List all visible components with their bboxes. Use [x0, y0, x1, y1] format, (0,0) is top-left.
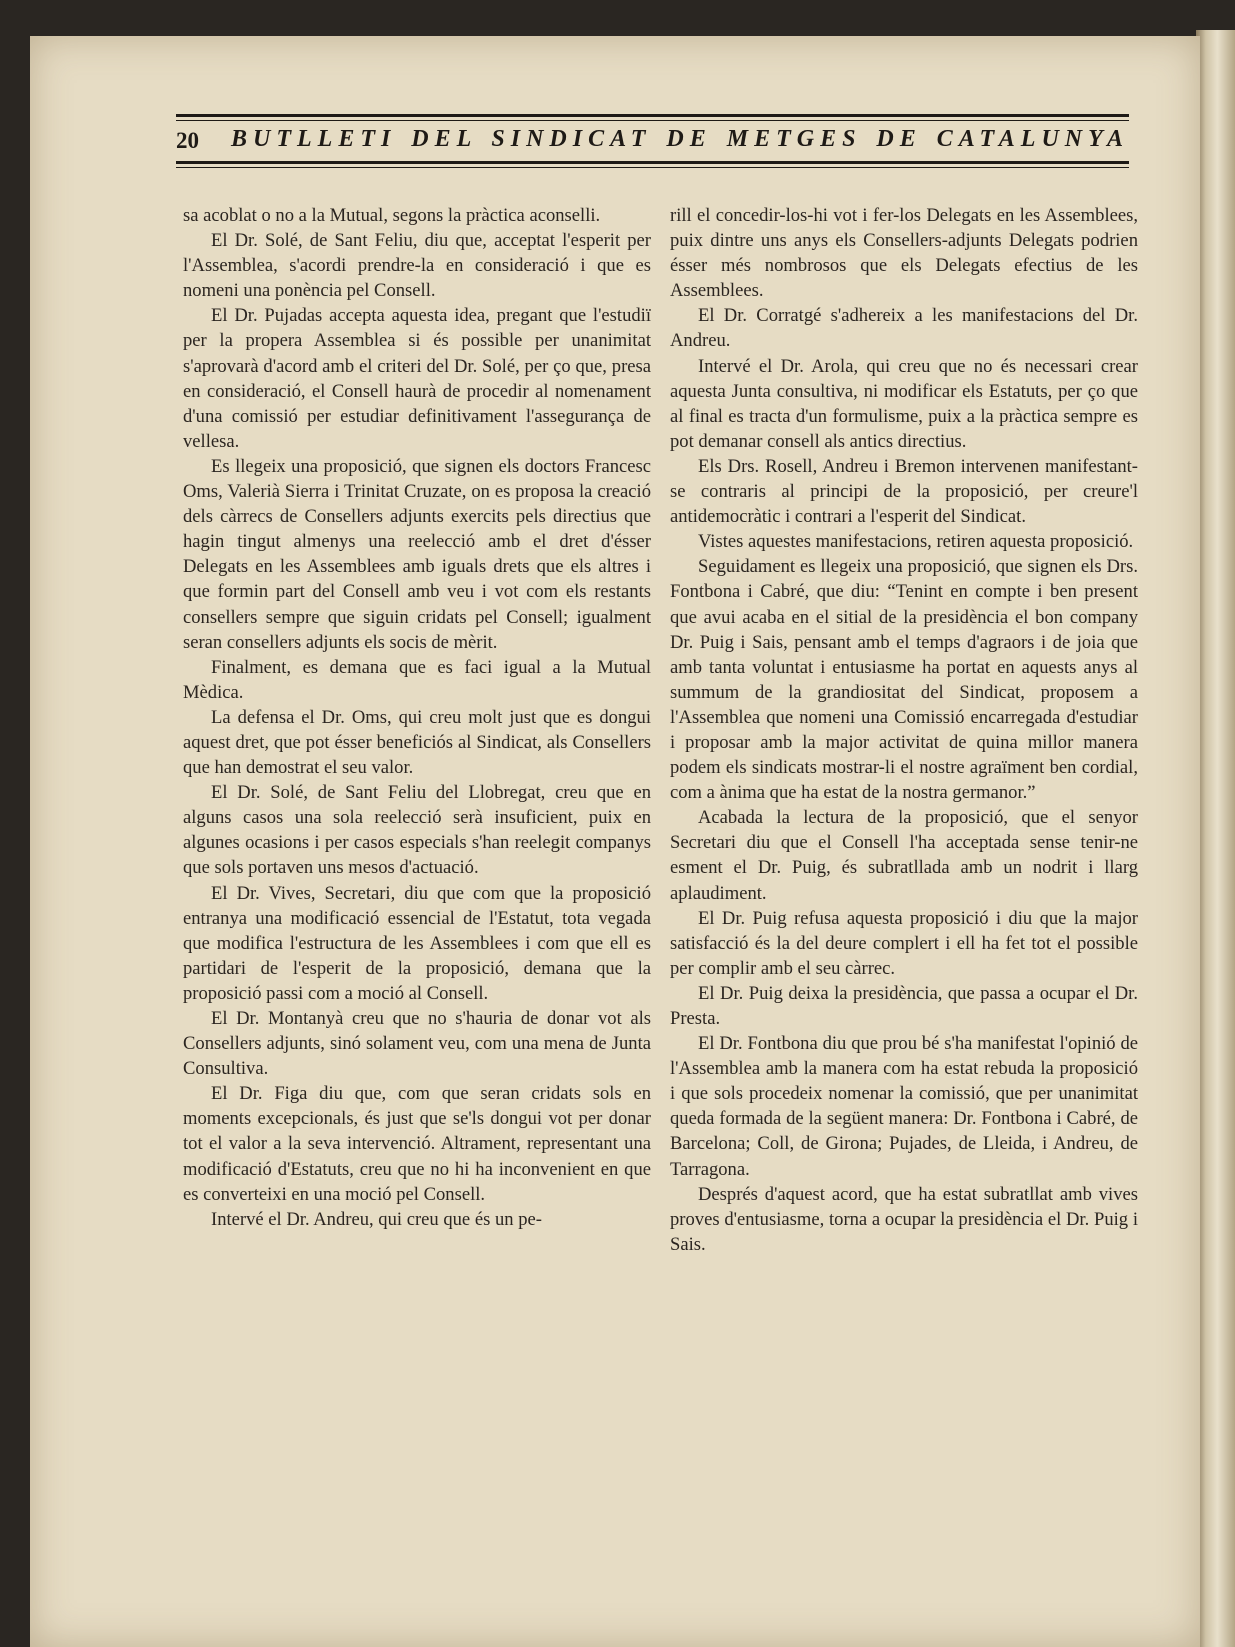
- paragraph: Intervé el Dr. Arola, qui creu que no és necessari crear aquesta Junta consultiva, ni modificar els Estatuts, per ço que al final es tracta d'un formulisme, puix a la pràctica sempre es pot demanar consell als antics directius.: [670, 355, 1138, 452]
- paragraph: Finalment, es demana que es faci igual a la Mutual Mèdica.: [183, 656, 651, 703]
- paragraph: Vistes aquestes manifestacions, retiren aquesta proposició.: [698, 531, 1134, 553]
- paragraph: Seguidament es llegeix una proposició, que signen els Drs. Fontbona i Cabré, que diu: “Tenint en compte i ben present que avui acaba en el sitial de la presidència el bon company Dr. Puig i Sais, pensant amb el temps d'agraors i de joia que amb tanta voluntat i entusiasme ha portat en aquests anys al summum de la grandiositat del Sindicat, proposem a l'Assemblea que nomeni una Comissió encarregada d'estudiar i proposar amb la major activitat de quina millor manera podem els sindicats mostrar-li el nostre agraïment ben cordial, com a ànima que ha estat de la nostra germanor.”: [670, 556, 1138, 804]
- paragraph: El Dr. Puig refusa aquesta proposició i diu que la major satisfacció és la del deure complert i ell ha fet tot el possible per complir amb el seu càrrec.: [670, 907, 1138, 979]
- paragraph: sa acoblat o no a la Mutual, segons la pràctica aconselli.: [183, 205, 601, 226]
- paragraph: Acabada la lectura de la proposició, que el senyor Secretari diu que el Consell l'ha acceptada sense tenir-ne esment el Dr. Puig, és subratllada amb un nodrit i llarg aplaudiment.: [670, 807, 1138, 904]
- paragraph: El Dr. Fontbona diu que prou bé s'ha manifestat l'opinió de l'Assemblea amb la manera com ha estat rebuda la proposició i que sols procedeix nomenar la comissió, que per unanimitat queda formada de la següent manera: Dr. Fontbona i Cabré, de Barcelona; Coll, de Girona; Pujades, de Lleida, i Andreu, de Tarragona.: [670, 1033, 1138, 1180]
- page-edge: [1196, 30, 1235, 1647]
- paragraph: Els Drs. Rosell, Andreu i Bremon intervenen manifestant-se contraris al principi de la proposició, per creure'l antidemocràtic i contrari a l'esperit del Sindicat.: [670, 455, 1138, 528]
- header-rule-top-thin: [176, 120, 1129, 121]
- paragraph: El Dr. Figa diu que, com que seran cridats sols en moments excepcionals, és just que se'ls dongui vot per donar tot el valor a la seva intervenció. Altrament, representant una modificació d'Estatuts, creu que no hi ha inconvenient en que es converteixi en una moció pel Consell.: [183, 1083, 651, 1205]
- paragraph: El Dr. Montanyà creu que no s'hauria de donar vot als Consellers adjunts, sinó solament veu, com una mena de Junta Consultiva.: [183, 1008, 651, 1080]
- left-column: [183, 203, 651, 1232]
- paragraph: Intervé el Dr. Andreu, qui creu que és un pe-: [211, 1208, 542, 1230]
- paragraph: La defensa el Dr. Oms, qui creu molt just que es dongui aquest dret, que pot ésser beneficiós al Sindicat, als Consellers que han demostrat el seu valor.: [183, 706, 651, 779]
- header-rule-bottom: [176, 161, 1129, 164]
- header-rule-top: [176, 114, 1129, 117]
- page-header: [176, 114, 1129, 174]
- paragraph: El Dr. Corratgé s'adhereix a les manifestacions del Dr. Andreu.: [670, 305, 1138, 352]
- paragraph: El Dr. Vives, Secretari, diu que com que la proposició entranya una modificació essencial de l'Estatut, tota vegada que modifica l'estructura de les Assemblees i com que ell es partidari de l'esperit de la proposició, demana que la proposició passi com a moció al Consell.: [183, 882, 651, 1004]
- header-rule-bottom-thin: [176, 167, 1129, 168]
- paragraph: El Dr. Puig deixa la presidència, que passa a ocupar el Dr. Presta.: [670, 982, 1138, 1029]
- paragraph: El Dr. Solé, de Sant Feliu del Llobregat, creu que en alguns casos una sola reelecció serà insuficient, puix en algunes ocasions i per casos especials s'han reelegit companys que sols portaven uns mesos d'actuació.: [183, 782, 651, 879]
- paragraph: rill el concedir-los-hi vot i fer-los Delegats en les Assemblees, puix dintre uns anys els Consellers-adjunts Delegats podrien ésser més nombrosos que els Delegats efectius de les Assemblees.: [670, 205, 1138, 302]
- paragraph: Es llegeix una proposició, que signen els doctors Francesc Oms, Valerià Sierra i Trinitat Cruzate, on es proposa la creació dels càrrecs de Consellers adjunts exercits pels directius que hagin tingut almenys una reelecció amb el dret d'ésser Delegats en les Assemblees amb iguals drets que els altres i que formin part del Consell amb veu i vot com els restants consellers sempre que siguin cridats pel Consell; igualment seran consellers adjunts els socis de mèrit.: [183, 455, 651, 653]
- page-number: 20: [176, 128, 199, 153]
- running-title: BUTLLETI DEL SINDICAT DE METGES DE CATALUNYA: [231, 126, 1129, 152]
- paragraph: El Dr. Pujadas accepta aquesta idea, pregant que l'estudiï per la propera Assemblea si és possible per unanimitat s'aprovarà d'acord amb el criteri del Dr. Solé, per ço que, presa en consideració, el Consell haurà de procedir al nomenament d'una comissió per estudiar definitivament l'assegurança de vellesa.: [183, 305, 651, 452]
- paragraph: El Dr. Solé, de Sant Feliu, diu que, acceptat l'esperit per l'Assemblea, s'acordi prendre-la en consideració i que es nomeni una ponència pel Consell.: [183, 230, 651, 302]
- paragraph: Després d'aquest acord, que ha estat subratllat amb vives proves d'entusiasme, torna a ocupar la presidència el Dr. Puig i Sais.: [670, 1183, 1138, 1255]
- right-column: [670, 203, 1138, 1257]
